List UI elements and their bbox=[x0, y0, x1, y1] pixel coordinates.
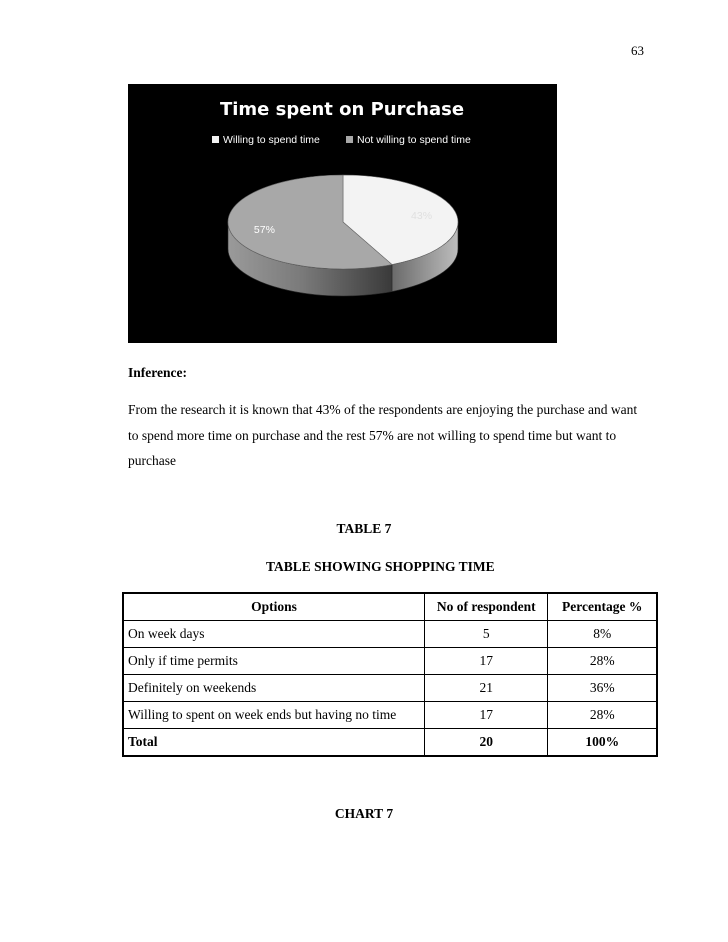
legend-label-not-willing: Not willing to spend time bbox=[357, 134, 471, 146]
pie-data-label-willing: 43% bbox=[411, 209, 433, 222]
legend-swatch-not-willing bbox=[346, 136, 353, 143]
total-respondents: 20 bbox=[425, 729, 548, 757]
cell-percentage: 36% bbox=[548, 675, 657, 702]
cell-respondents: 5 bbox=[425, 621, 548, 648]
table-row bbox=[123, 648, 657, 675]
next-chart-label: CHART 7 bbox=[334, 806, 394, 821]
header-percentage: Percentage % bbox=[548, 593, 657, 621]
cell-respondents: 17 bbox=[425, 702, 548, 729]
table-row bbox=[123, 675, 657, 702]
total-percentage: 100% bbox=[548, 729, 657, 757]
table-row bbox=[123, 702, 657, 729]
cell-respondents: 17 bbox=[425, 648, 548, 675]
cell-percentage: 28% bbox=[548, 648, 657, 675]
shopping-time-table bbox=[122, 592, 658, 757]
table-row bbox=[123, 621, 657, 648]
table-caption: TABLE SHOWING SHOPPING TIME bbox=[266, 559, 495, 574]
pie-data-label-not-willing: 57% bbox=[253, 224, 275, 237]
inference-heading: Inference: bbox=[128, 365, 187, 380]
cell-option: Willing to spent on week ends but having no time bbox=[123, 702, 425, 729]
legend-label-willing: Willing to spend time bbox=[223, 134, 320, 146]
inference-text: From the research it is known that 43% of the respondents are enjoying the purchase and want to spend more time on purchase and the rest 57% are not willing to spend time but want to purchase bbox=[128, 402, 638, 468]
cell-option: On week days bbox=[123, 621, 425, 648]
table-total-row bbox=[123, 729, 657, 757]
header-options: Options bbox=[123, 593, 425, 621]
page-number: 63 bbox=[631, 43, 644, 58]
cell-option: Only if time permits bbox=[123, 648, 425, 675]
cell-option: Definitely on weekends bbox=[123, 675, 425, 702]
pie-chart-svg bbox=[128, 84, 557, 343]
chart-legend bbox=[212, 134, 471, 146]
legend-swatch-willing bbox=[212, 136, 219, 143]
cell-respondents: 21 bbox=[425, 675, 548, 702]
table-header-row bbox=[123, 593, 657, 621]
cell-percentage: 8% bbox=[548, 621, 657, 648]
chart-title: Time spent on Purchase bbox=[219, 99, 465, 120]
header-respondents: No of respondent bbox=[425, 593, 548, 621]
pie-slices bbox=[228, 175, 458, 296]
cell-percentage: 28% bbox=[548, 702, 657, 729]
total-label: Total bbox=[123, 729, 425, 757]
table-number: TABLE 7 bbox=[336, 521, 392, 536]
pie-chart bbox=[128, 84, 557, 343]
